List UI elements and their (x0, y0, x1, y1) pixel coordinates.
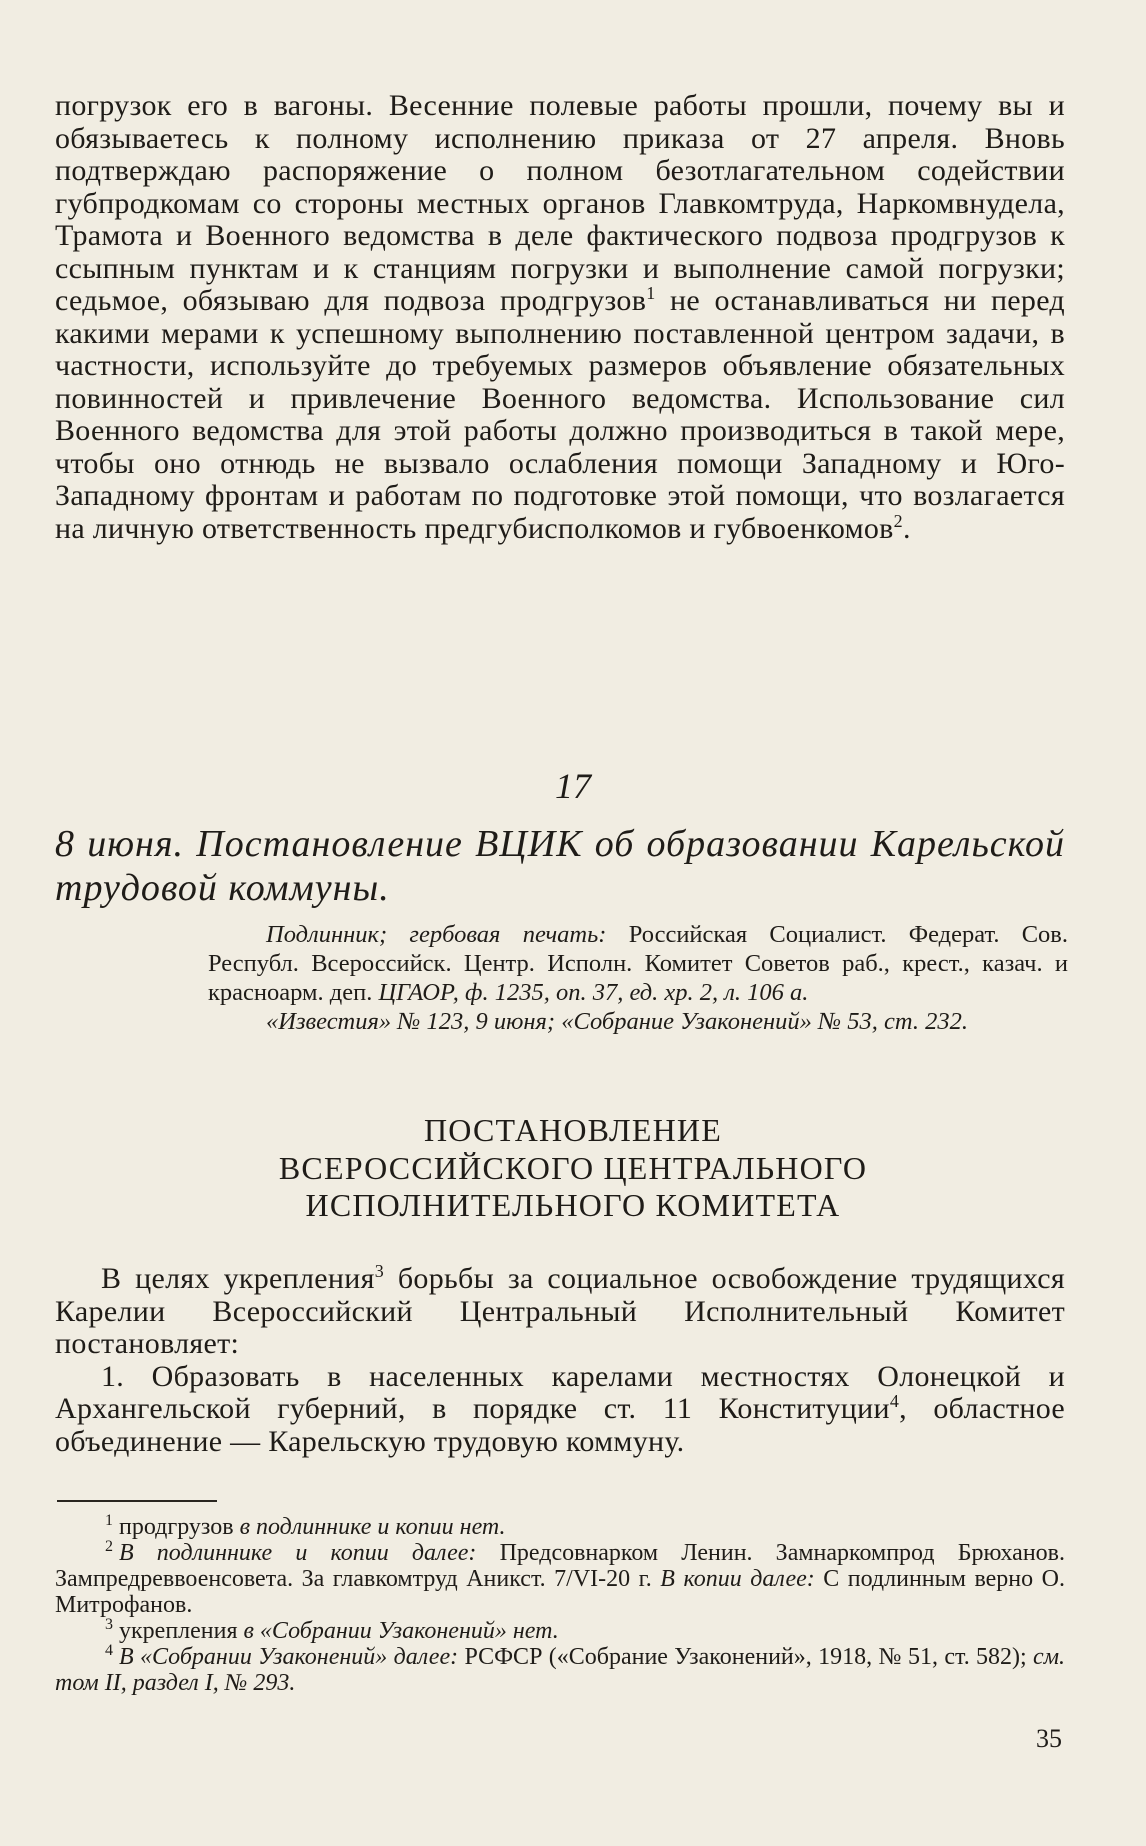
footnote-ref-3[interactable]: 3 (374, 1261, 385, 1281)
paragraph-text-cont: не останавливаться ни перед какими мерами к успешному выполнению поставленной центром задачи, в частности, используйте до требуемых размеров объявление обязательных повинностей и привлечение Военного ведомства. Использование сил Военного ведомства для этой работы должно производиться в такой мере, чтобы оно отнюдь не вызвало ослабления помощи Западному и Юго-Западному фронтам и работам по подготовке этой помощи, что возлагается на личную ответственность предгубисполкомов и губвоенкомов (55, 284, 1065, 545)
footnote-ref-4[interactable]: 4 (889, 1391, 900, 1411)
footnote-italic: см. том II, раздел I, № 293. (55, 1644, 1066, 1696)
footnote-italic: в «Собрании Узаконений» нет. (243, 1618, 559, 1644)
footnote-ref-1[interactable]: 1 (646, 283, 656, 303)
decree-item-1-a: 1. Образовать в населенных карелами местностях Олонецкой и Архангельской губерний, в порядке ст. 11 Конституции (55, 1359, 1065, 1425)
footnote-italic: в подлиннике и копии нет. (239, 1514, 506, 1540)
source-text: Российская Социалист. Федерат. Сов. Республ. Всероссийск. Центр. Исполн. Комитет Советов раб., крест., казач. и красноарм. деп. (208, 921, 1069, 1006)
footnote-text: Предсовнарком Ленин. Замнаркомпрод Брюханов. Зампредреввоенсовета. За главкомтруд Аникст. 7/VI-20 г. (55, 1540, 1065, 1592)
paragraph-end: . (902, 511, 911, 545)
footnote-2 (55, 1540, 1065, 1618)
decree-intro (55, 1263, 1065, 1361)
footnote-text: РСФСР («Собрание Узаконений», 1918, № 51, ст. 582); (458, 1644, 1034, 1670)
footnotes (55, 1514, 1065, 1696)
footnote-text: продгрузов (119, 1514, 240, 1540)
footnote-mark: 4 (105, 1642, 113, 1659)
decree-item-1-b: , областное объединение — Карельскую трудовую коммуну. (55, 1392, 1065, 1458)
heading-line-2: ВСЕРОССИЙСКОГО ЦЕНТРАЛЬНОГО (278, 1149, 868, 1186)
footnote-4 (55, 1644, 1065, 1696)
footnote-divider (57, 1500, 217, 1502)
footnote-italic: В «Собрании Узаконений» далее: (119, 1644, 459, 1670)
paragraph-text: погрузок его в вагоны. Весенние полевые работы прошли, почему вы и обязываетесь к полному исполнению приказа от 27 апреля. Вновь подтверждаю распоряжение о полном безотлагательном содействии губпродкомам со стороны местных органов Главкомтруда, Наркомвнудела, Трамота и Военного ведомства в деле фактического подвоза продгрузов к ссыпным пунктам и к станциям погрузки и выполнение самой погрузки; седьмое, обязываю для подвоза продгрузов (55, 89, 1065, 317)
decree-item-1 (55, 1361, 1065, 1459)
document-title: 8 июня. Постановление ВЦИК об образовании Карельской трудовой коммуны. (55, 823, 1065, 909)
decree-text (55, 1263, 1065, 1458)
document-number: 17 (555, 766, 591, 806)
footnote-mark: 3 (105, 1616, 113, 1633)
source-note (208, 920, 1068, 1036)
source-label: Подлинник; гербовая печать: (266, 921, 607, 948)
footnote-italic: В подлиннике и копии далее: (119, 1540, 477, 1566)
heading-line-1: ПОСТАНОВЛЕНИЕ (424, 1112, 722, 1148)
footnote-text: укрепления (119, 1618, 244, 1644)
page-number: 35 (1036, 1724, 1062, 1753)
footnote-mark: 2 (105, 1538, 113, 1555)
footnote-mark: 1 (105, 1512, 113, 1529)
decree-heading (0, 1112, 1146, 1225)
decree-intro-a: В целях укрепления (101, 1262, 375, 1295)
footnote-1 (55, 1514, 1065, 1540)
footnote-italic: В копии далее: (660, 1566, 815, 1592)
archive-reference: ЦГАОР, ф. 1235, оп. 37, ед. хр. 2, л. 106 а. (378, 979, 809, 1006)
publication-reference: «Известия» № 123, 9 июня; «Собрание Узаконений» № 53, ст. 232. (266, 1008, 969, 1035)
decree-intro-b: борьбы за социальное освобождение трудящихся Карелии Всероссийский Центральный Исполнительный Комитет постановляет: (55, 1262, 1065, 1360)
continuation-paragraph (55, 90, 1065, 545)
footnote-ref-2[interactable]: 2 (893, 510, 903, 531)
footnote-3 (55, 1618, 1065, 1644)
footnote-text: С подлинным верно О. Митрофанов. (55, 1566, 1065, 1618)
heading-line-3: ИСПОЛНИТЕЛЬНОГО КОМИТЕТА (305, 1187, 841, 1223)
